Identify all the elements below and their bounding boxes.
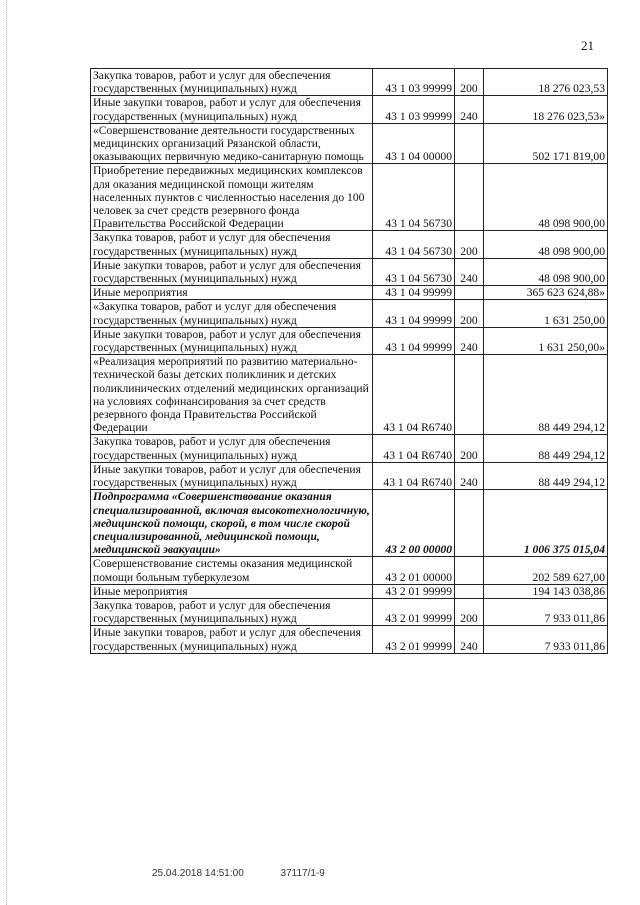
row-type: 240 [455,462,484,489]
row-amount: 1 006 375 015,04 [484,490,608,557]
footer-doc-id: 37117/1-9 [280,868,325,879]
table-row [91,69,608,96]
row-amount: 18 276 023,53 [484,69,608,96]
table-row [91,231,608,258]
table-row [91,626,608,653]
row-amount: 1 631 250,00» [484,327,608,354]
row-code: 43 1 03 99999 [373,96,455,123]
row-type: 200 [455,300,484,327]
row-code: 43 1 04 R6740 [373,355,455,435]
row-type: 240 [455,96,484,123]
row-amount: 194 143 038,86 [484,584,608,598]
scan-edge [0,0,7,905]
table-row [91,598,608,625]
row-name: Иные закупки товаров, работ и услуг для обеспечения государственных (муниципальных) нужд [91,327,373,354]
row-amount: 48 098 900,00 [484,231,608,258]
row-amount: 7 933 011,86 [484,598,608,625]
page-number: 21 [581,38,594,53]
table-row [91,557,608,584]
table-row [91,96,608,123]
row-name: «Совершенствование деятельности государственных медицинских организаций Рязанской области, оказывающих первичную медико-санитарную помощь [91,123,373,164]
table-row [91,258,608,285]
row-code: 43 1 04 R6740 [373,462,455,489]
row-code: 43 1 04 56730 [373,164,455,231]
table-row [91,584,608,598]
row-code: 43 1 04 00000 [373,123,455,164]
table-row [91,300,608,327]
budget-table-body [91,69,608,654]
table-row [91,435,608,462]
row-amount: 48 098 900,00 [484,164,608,231]
row-type [455,286,484,300]
row-type: 200 [455,231,484,258]
table-row [91,462,608,489]
row-code: 43 1 04 99999 [373,300,455,327]
table-row [91,355,608,435]
row-code: 43 1 03 99999 [373,69,455,96]
row-type [455,164,484,231]
row-name: Закупка товаров, работ и услуг для обеспечения государственных (муниципальных) нужд [91,69,373,96]
row-amount: 202 589 627,00 [484,557,608,584]
row-amount: 88 449 294,12 [484,462,608,489]
row-type: 240 [455,626,484,653]
row-name: Иные закупки товаров, работ и услуг для обеспечения государственных (муниципальных) нужд [91,96,373,123]
table-row [91,327,608,354]
row-code: 43 1 04 99999 [373,286,455,300]
budget-table [90,68,608,654]
row-name: Приобретение передвижных медицинских комплексов для оказания медицинской помощи жителям населенных пунктов с численностью населения до 100 человек за счет средств резервного фонда Правительства Российской Федерации [91,164,373,231]
footer-datetime: 25.04.2018 14:51:00 [152,868,244,879]
row-name: «Реализация мероприятий по развитию материально-технической базы детских поликлиник и детских поликлинических отделений медицинских организаций на условиях софинансирования за счет средств резервного фонда Правительства Российской Федерации [91,355,373,435]
row-code: 43 2 00 00000 [373,490,455,557]
table-row [91,286,608,300]
row-name: Иные закупки товаров, работ и услуг для обеспечения государственных (муниципальных) нужд [91,626,373,653]
table-row [91,164,608,231]
row-code: 43 2 01 99999 [373,626,455,653]
row-type: 200 [455,69,484,96]
row-type: 200 [455,435,484,462]
row-code: 43 1 04 56730 [373,231,455,258]
row-name: Иные мероприятия [91,286,373,300]
row-name: Закупка товаров, работ и услуг для обеспечения государственных (муниципальных) нужд [91,598,373,625]
row-amount: 48 098 900,00 [484,258,608,285]
row-type [455,557,484,584]
row-code: 43 2 01 99999 [373,598,455,625]
row-name: Закупка товаров, работ и услуг для обеспечения государственных (муниципальных) нужд [91,435,373,462]
table-row [91,123,608,164]
row-type [455,123,484,164]
row-amount: 7 933 011,86 [484,626,608,653]
row-amount: 365 623 624,88» [484,286,608,300]
row-amount: 18 276 023,53» [484,96,608,123]
row-name: «Закупка товаров, работ и услуг для обеспечения государственных (муниципальных) нужд [91,300,373,327]
row-type: 240 [455,327,484,354]
row-name: Иные закупки товаров, работ и услуг для обеспечения государственных (муниципальных) нужд [91,258,373,285]
row-code: 43 2 01 00000 [373,557,455,584]
row-type [455,490,484,557]
row-name: Подпрограмма «Совершенствование оказания специализированной, включая высокотехнологичную, медицинской помощи, скорой, в том числе скорой специализированной, медицинской помощи, медицинской эвакуации» [91,490,373,557]
subprogram-row [91,490,608,557]
row-name: Совершенствование системы оказания медицинской помощи больным туберкулезом [91,557,373,584]
row-amount: 88 449 294,12 [484,355,608,435]
row-type [455,584,484,598]
row-type: 240 [455,258,484,285]
row-name: Иные закупки товаров, работ и услуг для обеспечения государственных (муниципальных) нужд [91,462,373,489]
row-type [455,355,484,435]
row-name: Закупка товаров, работ и услуг для обеспечения государственных (муниципальных) нужд [91,231,373,258]
row-code: 43 1 04 56730 [373,258,455,285]
row-code: 43 2 01 99999 [373,584,455,598]
row-amount: 1 631 250,00 [484,300,608,327]
row-name: Иные мероприятия [91,584,373,598]
row-type: 200 [455,598,484,625]
row-amount: 502 171 819,00 [484,123,608,164]
document-footer [152,868,325,879]
row-code: 43 1 04 99999 [373,327,455,354]
row-code: 43 1 04 R6740 [373,435,455,462]
row-amount: 88 449 294,12 [484,435,608,462]
